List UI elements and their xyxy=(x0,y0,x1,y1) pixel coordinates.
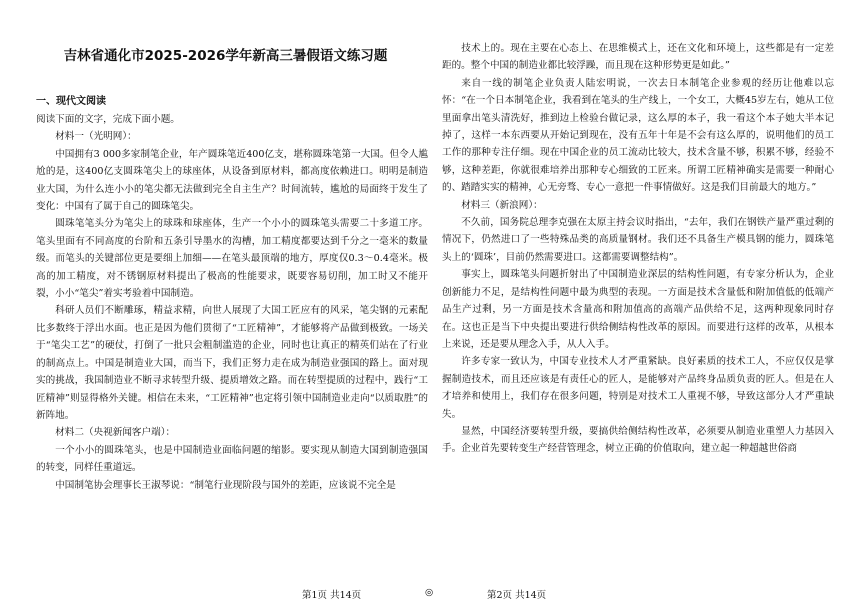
right-page xyxy=(430,0,860,607)
paragraph: 圆珠笔笔头分为笔尖上的球珠和球座体，生产一个小小的圆珠笔头需要二十多道工序。笔头里面有不同高度的台阶和五条引导墨水的沟槽，加工精度都要达到千分之一毫米的数量级。而笔头的关键部位更是要细上加细——在笔头最顶端的地方，厚度仅0.3～0.4毫米。极高的加工精度，对不锈钢原材料提出了极高的性能要求，既要容易切削，加工时又不能开裂，小小“笔尖”着实考验着中国制造。 xyxy=(36,218,428,300)
page-number-left: 第1页 共14页 xyxy=(302,590,362,601)
paragraph: 技术上的。现在主要在心态上、在思维模式上，还在文化和环境上，这些都是有一定差距的。整个中国的制造业都比较浮躁，而且现在这种形势更是如此。” xyxy=(442,43,834,72)
paragraph: 显然，中国经济要转型升级，要搞供给侧结构性改革，必须要从制造业重塑人力基因入手。企业首先要转变生产经营管理念，树立正确的价值取向，建立起一种超越世俗商 xyxy=(442,425,834,455)
paragraph: 中国拥有3 000多家制笔企业，年产圆珠笔近400亿支，堪称圆珠笔第一大国。但令人尴尬的是，这400亿支圆珠笔尖上的球座体，从设备到原材料，都高度依赖进口。明明是制造业大国，为什么连小小的笔尖都无法做到完全自主生产？时间流转，尴尬的局面终于发生了变化：中国有了属于自己的圆珠笔尖。 xyxy=(36,148,428,213)
paragraph: 一个小小的圆珠笔头，也是中国制造业面临问题的缩影。要实现从制造大国到制造强国的转变，同样任重道远。 xyxy=(36,444,428,474)
paragraph: 不久前，国务院总理李克强在太原主持会议时指出，“去年，我们在钢铁产量严重过剩的情况下，仍然进口了一些特殊品类的高质量钢材。我们还不具备生产模具钢的能力，圆珠笔头上的‘圆珠’，目前仍然需要进口。这都需要调整结构”。 xyxy=(442,217,834,263)
paragraph: 事实上，圆珠笔头问题折射出了中国制造业深层的结构性问题，有专家分析认为，企业创新能力不足，是结构性问题中最为典型的表现。一方面是技术含量低和附加值低的低端产品生产过剩，另一方面是技术含量高和附加值高的高端产品供给不足，这两种现象同时存在。这也正是当下中央提出要进行供给侧结构性改革的原因。而要进行这样的改革，从根本上来说，还是要从理念入手，从人入手。 xyxy=(442,269,834,350)
paragraph: 材料一（光明网）： xyxy=(55,131,137,143)
paragraph: 材料三（新浪网）： xyxy=(461,199,543,211)
section-heading: 一、现代文阅读 xyxy=(36,96,106,107)
document-title: 吉林省通化市2025-2026学年新高三暑假语文练习题 xyxy=(63,48,388,64)
paragraph: 许多专家一致认为，中国专业技术人才严重紧缺。良好素质的技术工人，不应仅仅是掌握制造技术，而且还应该是有责任心的匠人，是能够对产品终身品质负责的匠人。但是在人才培养和使用上，我们存在很多问题，特别是对技术工人重视不够，导致这部分人才严重缺失。 xyxy=(442,356,834,420)
footer-separator: ◎ xyxy=(425,587,434,598)
page-number-right: 第2页 共14页 xyxy=(487,590,547,601)
right-column xyxy=(442,40,834,458)
left-column xyxy=(36,93,428,494)
paragraph: 科研人员们不断雕琢，精益求精，向世人展现了大国工匠应有的风采，笔尖钢的元素配比多数终于浮出水面。也正是因为他们贯彻了“工匠精神”，才能够将产品做到极致。一场关于“笔尖工艺”的硬仗，打倒了一批只会粗制滥造的企业，同时也让真正的精英们站在了行业的制高点上。中国是制造业大国，而当下，我们正努力走在成为制造业强国的路上。面对现实的挑战，我国制造业不断寻求转型升级、提质增效之路。而在转型提质的过程中，践行“工匠精神”则显得格外关键。相信在未来，“工匠精神”也定将引领中国制造业走向“以质取胜”的新阵地。 xyxy=(36,305,428,421)
paragraph: 中国制笔协会理事长王淑琴说：“制笔行业现阶段与国外的差距，应该说不完全是 xyxy=(55,479,396,491)
paragraph: 来自一线的制笔企业负责人陆宏明说，一次去日本制笔企业参观的经历让他难以忘怀：“在一个日本制笔企业，我看到在笔头的生产线上，一个女工，大概45岁左右，她从工位里面拿出笔头清洗好，推到边上检验台做记录，这么厚的本子，我一看这个本子她大半本记掉了，这样一本东西要从开始记到现在，没有五年十年是不会有这么厚的，说明他们的员工工作的那种专注仔细。现在中国企业的员工流动比较大，技术含量不够，积累不够，经验不够，这种差距，你就很难培养出那种专心细致的工匠来。所谓工匠精神确实是需要一种耐心的、踏踏实实的精神，心无旁骛、专心一意把一件事情做好。这是我们目前最大的地方。” xyxy=(442,77,834,194)
paragraph: 材料二（央视新闻客户端）： xyxy=(55,427,176,439)
instruction: 阅读下面的文字，完成下面小题。 xyxy=(36,114,180,125)
